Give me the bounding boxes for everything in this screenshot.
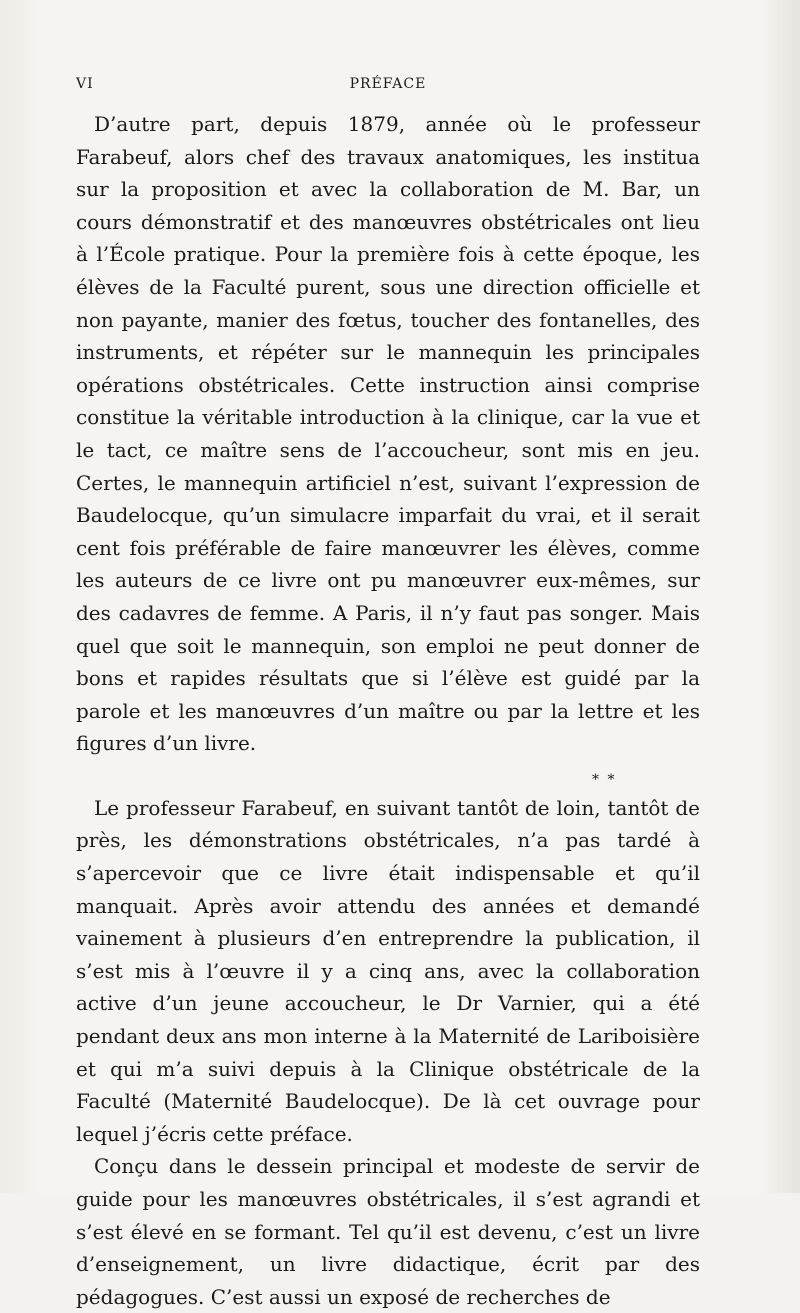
paragraph-2: Le professeur Farabeuf, en suivant tantôt de loin, tantôt de près, les démonstrations obstétricales, n’a pas tardé à s’apercevoir que ce livre était indispensable et qu’il manquait. Après avoir attendu des années et demandé vainement à plusieurs d’en entreprendre la publication, il s’est mis à l’œuvre il y a cinq ans, avec la collaboration active d’un jeune accoucheur, le Dr Varnier, qui a été pendant deux ans mon interne à la Maternité de Lariboisière et qui m’a suivi depuis à la Clinique obstétricale de la Faculté (Maternité Baudelocque). De là cet ouvrage pour lequel j’écris cette préface. — [76, 795, 700, 1146]
page-number: VI — [76, 76, 94, 92]
paragraph-1: D’autre part, depuis 1879, année où le professeur Farabeuf, alors chef des travaux anatomiques, les institua sur la proposition et avec la collaboration de M. Bar, un cours démonstratif et des manœuvres obstétricales ont lieu à l’École pratique. Pour la première fois à cette époque, les élèves de la Faculté purent, sous une direction officielle et non payante, manier des fœtus, toucher des fontanelles, des instruments, et répéter sur le mannequin les principales opérations obstétricales. Cette instruction ainsi comprise constitue la véritable introduction à la clinique, car la vue et le tact, ce maître sens de l’accoucheur, sont mis en jeu. Certes, le mannequin artificiel n’est, suivant l’expression de Baudelocque, qu’un simulacre imparfait du vrai, et il serait cent fois préférable de faire manœuvrer les élèves, comme les auteurs de ce livre ont pu manœuvrer eux-mêmes, sur des cadavres de femme. A Paris, il n’y faut pas songer. Mais quel que soit le mannequin, son emploi ne peut donner de bons et rapides résultats que si l’élève est guidé par la parole et les manœuvres d’un maître ou par la lettre et les figures d’un livre. — [76, 112, 700, 756]
section-ornament — [76, 764, 700, 792]
running-title: PRÉFACE — [349, 76, 427, 92]
ornament-glyph: * * — [592, 771, 617, 788]
paragraph-3: Conçu dans le dessein principal et modeste de servir de guide pour les manœuvres obstétricales, il s’est agrandi et s’est élevé en se formant. Tel qu’il est devenu, c’est un livre d’enseignement, un livre didactique, écrit par des pédagogues. C’est aussi un exposé de recherches de — [76, 1154, 700, 1309]
body-text — [76, 108, 700, 1313]
page-header — [76, 76, 700, 100]
